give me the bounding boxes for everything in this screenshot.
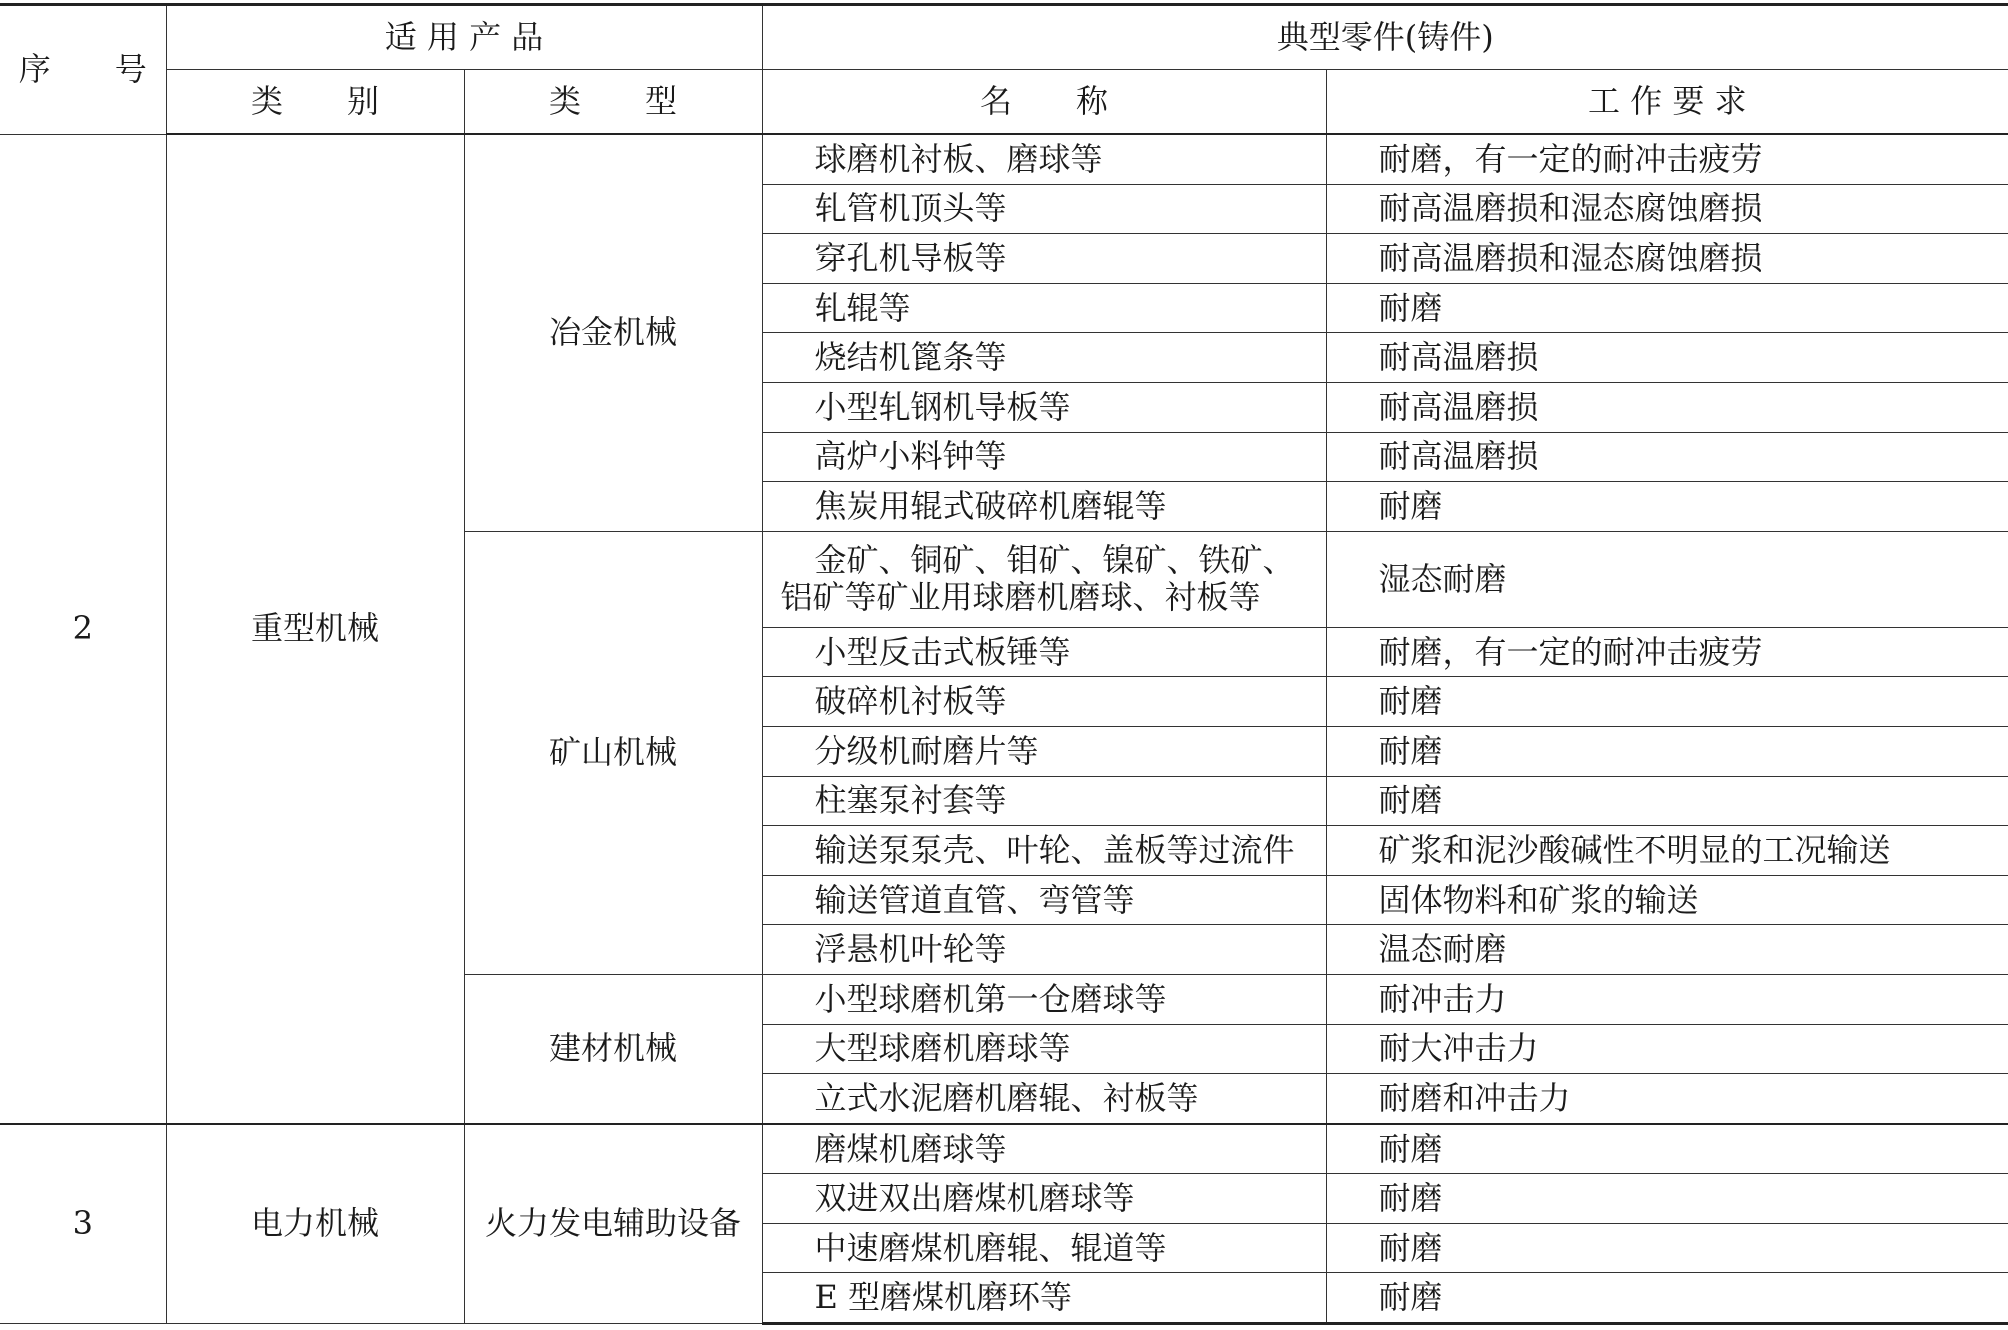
part-name-cell: 焦炭用辊式破碎机磨辊等 [762,482,1326,532]
part-name-cell: 柱塞泵衬套等 [762,776,1326,826]
part-name-cell: 双进双出磨煤机磨球等 [762,1174,1326,1224]
part-req-cell: 耐高温磨损 [1326,382,2008,432]
part-name-cell: 浮悬机叶轮等 [762,925,1326,975]
part-name-cell: 球磨机衬板、磨球等 [762,134,1326,184]
part-name-cell: 高炉小料钟等 [762,432,1326,482]
part-req-cell: 耐磨 [1326,1223,2008,1273]
part-req-cell: 耐磨 [1326,1174,2008,1224]
part-name-cell: E 型磨煤机磨环等 [762,1273,1326,1324]
part-req-cell: 耐高温磨损 [1326,432,2008,482]
seq-cell: 2 [0,134,166,1124]
part-req-cell: 耐磨 [1326,677,2008,727]
part-name-cell: 磨煤机磨球等 [762,1124,1326,1174]
part-req-cell: 耐磨 [1326,482,2008,532]
part-req-cell: 耐磨 [1326,283,2008,333]
part-req-cell: 耐磨，有一定的耐冲击疲劳 [1326,627,2008,677]
part-req-cell: 耐冲击力 [1326,974,2008,1024]
part-name-cell: 小型球磨机第一仓磨球等 [762,974,1326,1024]
part-req-cell: 耐高温磨损和湿态腐蚀磨损 [1326,234,2008,284]
table-row [0,134,2008,184]
part-req-cell: 耐大冲击力 [1326,1024,2008,1074]
part-name-cell: 分级机耐磨片等 [762,726,1326,776]
header-seq: 序 号 [0,5,166,135]
part-req-cell: 固体物料和矿浆的输送 [1326,875,2008,925]
part-name-cell: 轧管机顶头等 [762,184,1326,234]
table-row [0,1124,2008,1174]
part-name-cell: 穿孔机导板等 [762,234,1326,284]
part-name-cell: 输送管道直管、弯管等 [762,875,1326,925]
part-name-cell: 中速磨煤机磨辊、辊道等 [762,1223,1326,1273]
part-req-cell: 温态耐磨 [1326,925,2008,975]
part-name-cell: 小型轧钢机导板等 [762,382,1326,432]
header-type: 类 型 [464,70,762,135]
part-req-cell: 耐磨，有一定的耐冲击疲劳 [1326,134,2008,184]
header-work-requirement: 工 作 要 求 [1326,70,2008,135]
part-req-cell: 耐高温磨损和湿态腐蚀磨损 [1326,184,2008,234]
header-row-1 [0,5,2008,70]
category-cell: 重型机械 [166,134,464,1124]
seq-cell: 3 [0,1124,166,1324]
part-name-cell: 轧辊等 [762,283,1326,333]
table-body [0,134,2008,1324]
part-name-cell: 破碎机衬板等 [762,677,1326,727]
part-name-cell: 金矿、铜矿、钼矿、镍矿、铁矿、铝矿等矿业用球磨机磨球、衬板等 [762,531,1326,627]
type-cell: 建材机械 [464,974,762,1123]
part-req-cell: 耐磨 [1326,776,2008,826]
part-req-cell: 耐磨 [1326,726,2008,776]
part-name-cell: 立式水泥磨机磨辊、衬板等 [762,1074,1326,1124]
type-cell: 冶金机械 [464,134,762,531]
part-name-cell: 小型反击式板锤等 [762,627,1326,677]
part-req-cell: 湿态耐磨 [1326,531,2008,627]
part-req-cell: 耐磨 [1326,1273,2008,1324]
part-name-cell: 烧结机篦条等 [762,333,1326,383]
header-row-2 [0,70,2008,135]
header-category: 类 别 [166,70,464,135]
header-applicable-products: 适 用 产 品 [166,5,762,70]
header-name: 名 称 [762,70,1326,135]
type-cell: 矿山机械 [464,531,762,974]
part-req-cell: 矿浆和泥沙酸碱性不明显的工况输送 [1326,826,2008,876]
category-cell: 电力机械 [166,1124,464,1324]
part-req-cell: 耐高温磨损 [1326,333,2008,383]
type-cell: 火力发电辅助设备 [464,1124,762,1324]
typical-parts-table [0,3,2008,1325]
part-name-cell: 大型球磨机磨球等 [762,1024,1326,1074]
header-typical-parts: 典型零件(铸件) [762,5,2008,70]
part-req-cell: 耐磨和冲击力 [1326,1074,2008,1124]
part-req-cell: 耐磨 [1326,1124,2008,1174]
part-name-cell: 输送泵泵壳、叶轮、盖板等过流件 [762,826,1326,876]
